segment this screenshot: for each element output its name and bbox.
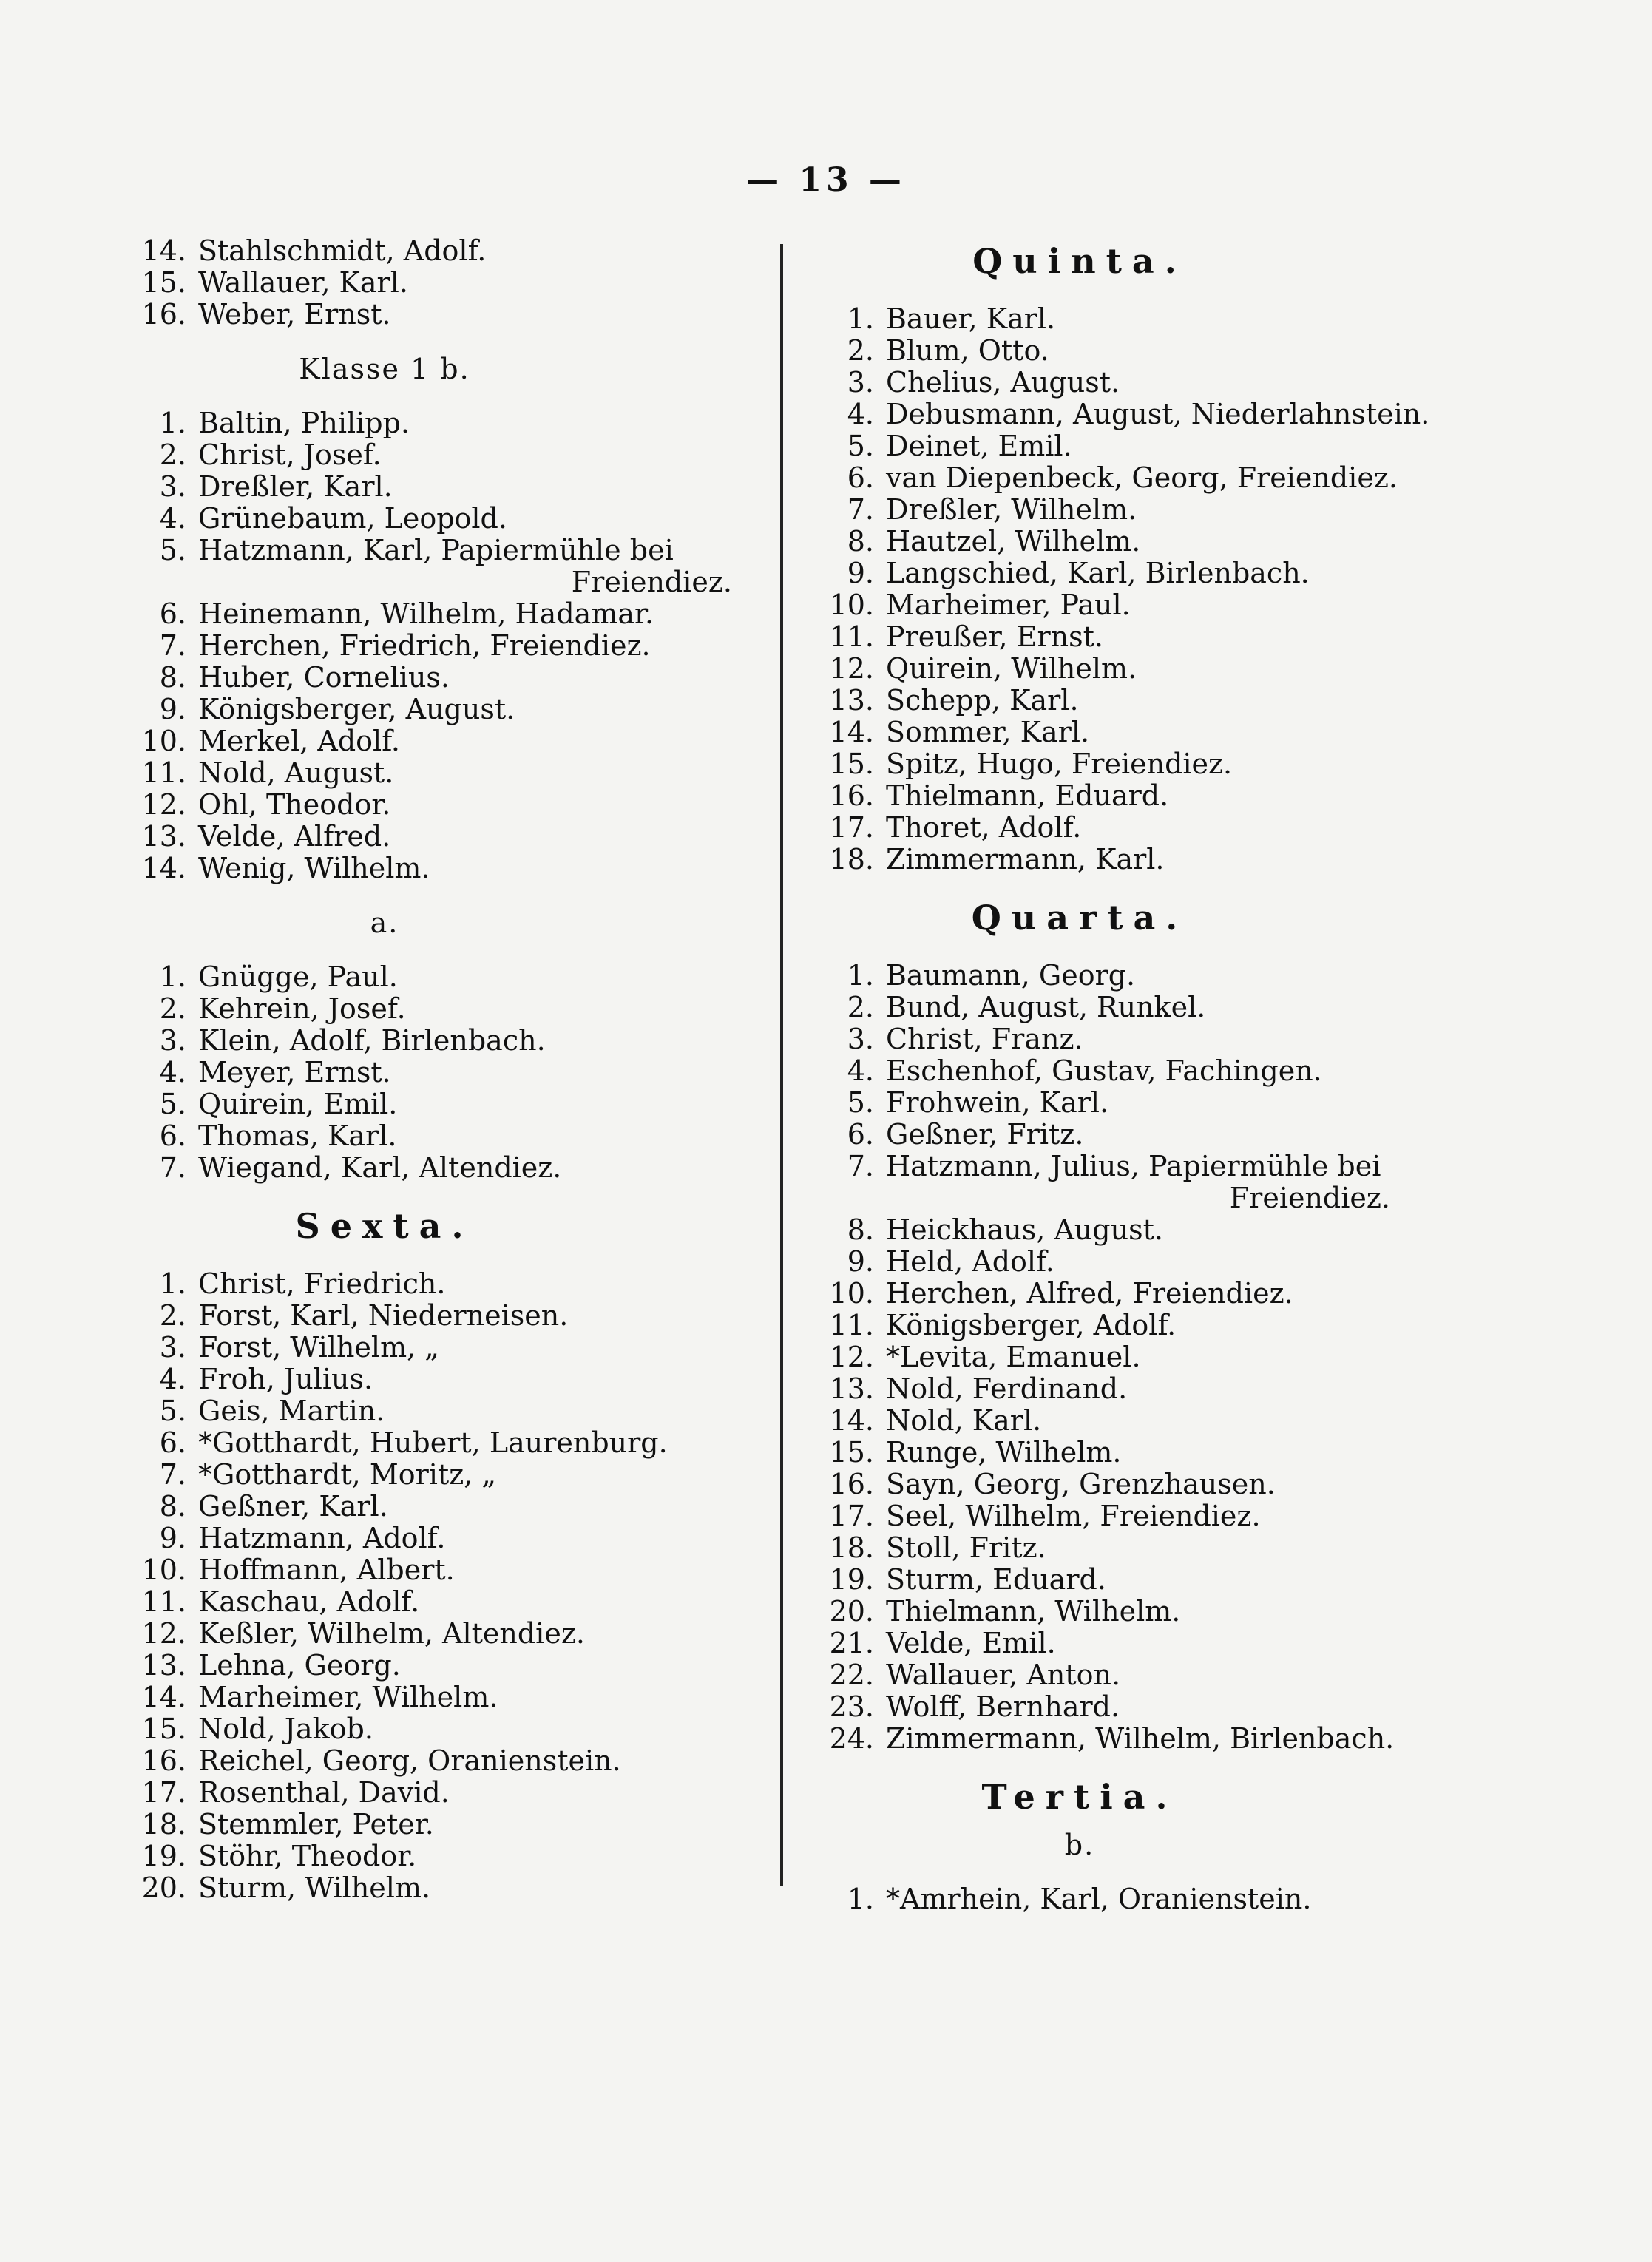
item-name: Bauer, Karl. (886, 302, 1056, 335)
item-number: 18. (829, 843, 874, 876)
list-item (111, 1872, 762, 1904)
item-number: 15. (141, 1713, 186, 1745)
list-item (799, 748, 1538, 780)
item-name: Herchen, Alfred, Freiendiez. (886, 1277, 1293, 1310)
item-number: 8. (159, 1490, 186, 1523)
list-item (799, 1373, 1538, 1405)
list-item (111, 993, 762, 1025)
item-number: 7. (159, 629, 186, 662)
item-number: 14. (829, 1404, 874, 1437)
list-item (799, 1532, 1538, 1564)
section-heading-sexta: Sexta. (295, 1206, 474, 1246)
item-number: 2. (847, 334, 874, 367)
list-item (111, 1809, 762, 1841)
item-number: 15. (829, 1436, 874, 1469)
list-item (111, 1332, 762, 1364)
item-number: 1. (847, 1883, 874, 1915)
item-number: 21. (829, 1627, 874, 1659)
item-name: Geis, Martin. (198, 1395, 385, 1427)
item-name: Debusmann, August, Niederlahnstein. (886, 398, 1430, 430)
item-number: 1. (847, 959, 874, 992)
item-number: 3. (847, 366, 874, 399)
item-name: Sturm, Wilhelm. (198, 1872, 431, 1904)
item-name: Stahlschmidt, Adolf. (198, 234, 487, 267)
list-item (799, 621, 1538, 653)
list-item (799, 1596, 1538, 1628)
item-name: Velde, Alfred. (198, 820, 391, 853)
item-name: Wolff, Bernhard. (886, 1690, 1120, 1723)
list-item (111, 407, 762, 439)
item-number: 5. (159, 534, 186, 566)
right-column (799, 235, 1538, 1915)
list-item (799, 1310, 1538, 1341)
item-name: Hatzmann, Julius, Papiermühle bei (886, 1150, 1381, 1182)
item-name: Spitz, Hugo, Freiendiez. (886, 748, 1233, 780)
item-name: Nold, August. (198, 756, 394, 789)
item-name: Forst, Karl, Niederneisen. (198, 1299, 569, 1332)
item-name: *Gotthardt, Hubert, Laurenburg. (198, 1426, 668, 1459)
item-number: 18. (141, 1808, 186, 1841)
list-item (799, 1087, 1538, 1119)
item-number: 9. (159, 1522, 186, 1554)
list-item (799, 1055, 1538, 1087)
section-heading-tertia: Tertia. (981, 1777, 1178, 1817)
item-number: 14. (141, 234, 186, 267)
list-item (799, 1564, 1538, 1596)
list-item (799, 1151, 1538, 1182)
tertia-list (799, 1883, 1538, 1915)
list-item (111, 1682, 762, 1713)
item-name: Nold, Ferdinand. (886, 1372, 1128, 1405)
klasse-a-list (111, 961, 762, 1184)
item-name: Thomas, Karl. (198, 1120, 397, 1152)
item-number: 2. (159, 438, 186, 471)
list-item (111, 439, 762, 471)
item-name: Wiegand, Karl, Altendiez. (198, 1151, 562, 1184)
item-name: Kehrein, Josef. (198, 992, 406, 1025)
item-name: *Gotthardt, Moritz, „ (198, 1458, 497, 1491)
item-name: Quirein, Wilhelm. (886, 652, 1137, 685)
item-name: Wenig, Wilhelm. (198, 852, 430, 884)
item-number: 6. (847, 461, 874, 494)
klasse-1b-list (111, 407, 762, 884)
item-name: Blum, Otto. (886, 334, 1049, 367)
list-item (799, 1437, 1538, 1469)
item-name: Hatzmann, Karl, Papiermühle bei (198, 534, 674, 566)
list-item (799, 558, 1538, 589)
item-number: 2. (847, 991, 874, 1023)
list-item (111, 725, 762, 757)
item-number: 8. (847, 1213, 874, 1246)
item-name: van Diepenbeck, Georg, Freiendiez. (886, 461, 1398, 494)
item-number: 15. (829, 748, 874, 780)
item-name: Geßner, Karl. (198, 1490, 388, 1523)
list-item (111, 1841, 762, 1872)
continued-list (111, 235, 762, 331)
item-name: Preußer, Ernst. (886, 620, 1103, 653)
list-item (799, 589, 1538, 621)
list-item (799, 717, 1538, 748)
item-number: 17. (829, 1500, 874, 1532)
item-number: 12. (141, 1617, 186, 1650)
list-item (799, 1691, 1538, 1723)
item-number: 5. (847, 1086, 874, 1119)
item-name: Stöhr, Theodor. (198, 1840, 417, 1872)
item-name: Stemmler, Peter. (198, 1808, 434, 1841)
item-name: Hatzmann, Adolf. (198, 1522, 446, 1554)
list-item (799, 1023, 1538, 1055)
list-item (111, 1152, 762, 1184)
item-number: 1. (159, 407, 186, 439)
item-name: Sturm, Eduard. (886, 1563, 1106, 1596)
item-name: Chelius, August. (886, 366, 1120, 399)
item-name: Bund, August, Runkel. (886, 991, 1206, 1023)
item-name: Lehna, Georg. (198, 1649, 401, 1682)
item-name: Stoll, Fritz. (886, 1531, 1046, 1564)
item-name: Deinet, Emil. (886, 430, 1072, 462)
list-item (799, 494, 1538, 526)
item-number: 5. (847, 430, 874, 462)
item-number: 10. (829, 1277, 874, 1310)
item-number: 13. (141, 820, 186, 853)
list-item (111, 1088, 762, 1120)
list-item (799, 844, 1538, 876)
item-name: Christ, Franz. (886, 1023, 1083, 1055)
list-item (111, 1554, 762, 1586)
item-name: Sommer, Karl. (886, 716, 1090, 748)
item-name: Seel, Wilhelm, Freiendiez. (886, 1500, 1261, 1532)
item-name: Zimmermann, Karl. (886, 843, 1165, 876)
list-item (799, 1469, 1538, 1500)
item-number: 11. (829, 1309, 874, 1341)
list-item (111, 1650, 762, 1682)
list-item (111, 1120, 762, 1152)
item-number: 3. (159, 1331, 186, 1364)
list-item (111, 694, 762, 725)
item-name: Baltin, Philipp. (198, 407, 410, 439)
item-name: Marheimer, Wilhelm. (198, 1681, 498, 1713)
list-item (799, 430, 1538, 462)
list-item (111, 853, 762, 884)
item-number: 13. (829, 1372, 874, 1405)
list-item (111, 235, 762, 267)
item-number: 10. (141, 1554, 186, 1586)
item-name: Thoret, Adolf. (886, 811, 1082, 844)
column-divider (780, 244, 783, 1886)
list-item (111, 1745, 762, 1777)
item-name: Zimmermann, Wilhelm, Birlenbach. (886, 1722, 1395, 1755)
item-number: 7. (847, 1150, 874, 1182)
list-item (799, 1341, 1538, 1373)
item-continuation: Freiendiez. (1229, 1182, 1390, 1214)
list-item (799, 1723, 1538, 1755)
list-item (799, 303, 1538, 335)
item-name: Wallauer, Anton. (886, 1659, 1121, 1691)
item-name: Kaschau, Adolf. (198, 1585, 420, 1618)
item-number: 4. (847, 398, 874, 430)
item-name: Nold, Karl. (886, 1404, 1042, 1437)
item-number: 12. (829, 1341, 874, 1373)
list-item (799, 1119, 1538, 1151)
list-item (799, 960, 1538, 992)
list-item (111, 662, 762, 694)
list-item (111, 1491, 762, 1523)
item-name: Königsberger, August. (198, 693, 515, 725)
left-column (111, 235, 762, 1904)
item-number: 9. (159, 693, 186, 725)
item-name: Grünebaum, Leopold. (198, 502, 507, 535)
list-item (111, 535, 762, 566)
list-item (799, 1628, 1538, 1659)
list-item (799, 1883, 1538, 1915)
list-item (799, 780, 1538, 812)
list-item (799, 992, 1538, 1023)
item-number: 16. (141, 298, 186, 331)
list-item (799, 1659, 1538, 1691)
item-number: 2. (159, 992, 186, 1025)
item-name: Thielmann, Eduard. (886, 779, 1169, 812)
item-name: Schepp, Karl. (886, 684, 1079, 717)
item-name: Langschied, Karl, Birlenbach. (886, 557, 1310, 589)
item-number: 4. (159, 502, 186, 535)
list-item (111, 1427, 762, 1459)
list-item (111, 1057, 762, 1088)
item-number: 7. (847, 493, 874, 526)
item-number: 6. (847, 1118, 874, 1151)
list-item (111, 1777, 762, 1809)
section-heading-quarta: Quarta. (971, 898, 1188, 938)
list-item (111, 1618, 762, 1650)
item-name: Huber, Cornelius. (198, 661, 450, 694)
list-item (111, 789, 762, 821)
item-name: Sayn, Georg, Grenzhausen. (886, 1468, 1276, 1500)
item-name: Klein, Adolf, Birlenbach. (198, 1024, 546, 1057)
item-name: Keßler, Wilhelm, Altendiez. (198, 1617, 585, 1650)
item-name: Reichel, Georg, Oranienstein. (198, 1744, 621, 1777)
item-number: 3. (159, 470, 186, 503)
list-item (799, 367, 1538, 399)
item-continuation: Freiendiez. (571, 566, 732, 598)
item-name: Forst, Wilhelm, „ (198, 1331, 439, 1364)
list-item (799, 462, 1538, 494)
list-item (111, 1459, 762, 1491)
list-item (111, 1523, 762, 1554)
item-name: Weber, Ernst. (198, 298, 391, 331)
item-number: 6. (159, 1426, 186, 1459)
item-number: 9. (847, 1245, 874, 1278)
item-number: 18. (829, 1531, 874, 1564)
section-heading-klasse-1b: Klasse 1 b. (299, 353, 470, 385)
item-name: Marheimer, Paul. (886, 589, 1131, 621)
list-item (111, 1025, 762, 1057)
item-number: 2. (159, 1299, 186, 1332)
item-number: 4. (847, 1054, 874, 1087)
item-number: 4. (159, 1056, 186, 1088)
item-number: 11. (829, 620, 874, 653)
list-item (111, 1268, 762, 1300)
item-name: Baumann, Georg. (886, 959, 1136, 992)
item-number: 1. (159, 1267, 186, 1300)
item-number: 22. (829, 1659, 874, 1691)
list-item (111, 299, 762, 331)
item-number: 24. (829, 1722, 874, 1755)
item-number: 14. (141, 1681, 186, 1713)
item-number: 7. (159, 1151, 186, 1184)
list-item (799, 812, 1538, 844)
list-item (799, 526, 1538, 558)
item-name: Wallauer, Karl. (198, 266, 408, 299)
item-name: Hoffmann, Albert. (198, 1554, 455, 1586)
list-item (111, 757, 762, 789)
item-name: *Amrhein, Karl, Oranienstein. (886, 1883, 1312, 1915)
page-number: — 13 — (746, 161, 906, 199)
item-number: 20. (829, 1595, 874, 1628)
item-number: 16. (829, 1468, 874, 1500)
item-number: 17. (829, 811, 874, 844)
section-subheading-tertia-b: b. (1064, 1829, 1095, 1861)
list-item (111, 471, 762, 503)
sexta-list (111, 1268, 762, 1904)
item-name: Frohwein, Karl. (886, 1086, 1109, 1119)
item-name: Christ, Josef. (198, 438, 382, 471)
list-item (111, 1713, 762, 1745)
item-name: Eschenhof, Gustav, Fachingen. (886, 1054, 1322, 1087)
list-item (799, 685, 1538, 717)
list-item (799, 1500, 1538, 1532)
item-name: Held, Adolf. (886, 1245, 1054, 1278)
item-number: 19. (829, 1563, 874, 1596)
item-name: Ohl, Theodor. (198, 788, 391, 821)
item-number: 13. (829, 684, 874, 717)
list-item (799, 1246, 1538, 1278)
item-number: 16. (829, 779, 874, 812)
item-number: 16. (141, 1744, 186, 1777)
item-number: 6. (159, 597, 186, 630)
item-name: Heickhaus, August. (886, 1213, 1163, 1246)
list-item (799, 1405, 1538, 1437)
item-name: Herchen, Friedrich, Freiendiez. (198, 629, 651, 662)
item-name: Dreßler, Wilhelm. (886, 493, 1137, 526)
list-item (111, 1300, 762, 1332)
item-number: 3. (847, 1023, 874, 1055)
item-number: 15. (141, 266, 186, 299)
item-name: Meyer, Ernst. (198, 1056, 391, 1088)
item-name: Christ, Friedrich. (198, 1267, 446, 1300)
item-name: Gnügge, Paul. (198, 961, 398, 993)
list-item (111, 598, 762, 630)
list-item (799, 335, 1538, 367)
item-name: Geßner, Fritz. (886, 1118, 1084, 1151)
item-number: 10. (141, 725, 186, 757)
item-name: Thielmann, Wilhelm. (886, 1595, 1181, 1628)
item-name: Heinemann, Wilhelm, Hadamar. (198, 597, 654, 630)
list-item (111, 267, 762, 299)
list-item (111, 821, 762, 853)
list-item (111, 1364, 762, 1395)
item-number: 14. (141, 852, 186, 884)
item-name: Dreßler, Karl. (198, 470, 393, 503)
quarta-list (799, 960, 1538, 1755)
list-item (111, 630, 762, 662)
list-item (799, 653, 1538, 685)
item-number: 20. (141, 1872, 186, 1904)
item-number: 5. (159, 1088, 186, 1120)
item-number: 19. (141, 1840, 186, 1872)
item-number: 9. (847, 557, 874, 589)
list-item (111, 1586, 762, 1618)
item-number: 7. (159, 1458, 186, 1491)
item-name: Nold, Jakob. (198, 1713, 373, 1745)
list-item (799, 1214, 1538, 1246)
item-number: 8. (847, 525, 874, 558)
item-name: Rosenthal, David. (198, 1776, 450, 1809)
item-name: Königsberger, Adolf. (886, 1309, 1177, 1341)
list-item (111, 1395, 762, 1427)
item-number: 17. (141, 1776, 186, 1809)
item-name: *Levita, Emanuel. (886, 1341, 1141, 1373)
item-name: Hautzel, Wilhelm. (886, 525, 1141, 558)
quinta-list (799, 303, 1538, 876)
item-number: 3. (159, 1024, 186, 1057)
item-number: 14. (829, 716, 874, 748)
item-number: 8. (159, 661, 186, 694)
list-item (799, 1278, 1538, 1310)
item-number: 13. (141, 1649, 186, 1682)
item-number: 1. (159, 961, 186, 993)
item-name: Velde, Emil. (886, 1627, 1056, 1659)
item-number: 12. (141, 788, 186, 821)
item-number: 6. (159, 1120, 186, 1152)
item-number: 10. (829, 589, 874, 621)
item-number: 1. (847, 302, 874, 335)
item-number: 12. (829, 652, 874, 685)
item-number: 4. (159, 1363, 186, 1395)
item-name: Merkel, Adolf. (198, 725, 400, 757)
section-heading-quinta: Quinta. (972, 241, 1187, 281)
list-item (799, 399, 1538, 430)
section-heading-a: a. (370, 907, 399, 939)
list-item (111, 961, 762, 993)
item-name: Froh, Julius. (198, 1363, 373, 1395)
item-name: Quirein, Emil. (198, 1088, 398, 1120)
item-name: Runge, Wilhelm. (886, 1436, 1122, 1469)
item-number: 11. (141, 756, 186, 789)
item-number: 11. (141, 1585, 186, 1618)
item-number: 5. (159, 1395, 186, 1427)
item-number: 23. (829, 1690, 874, 1723)
list-item (111, 503, 762, 535)
